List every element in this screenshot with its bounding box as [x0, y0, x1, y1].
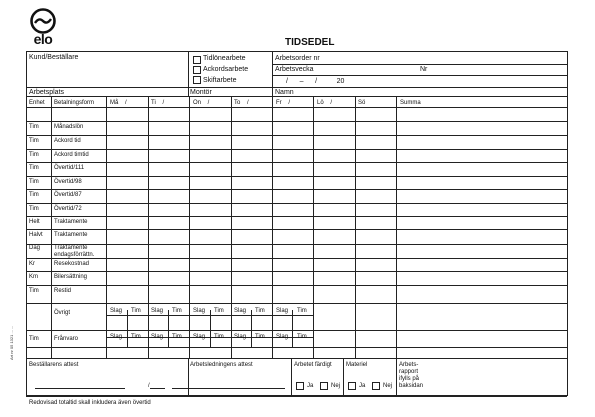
col-betalningsform: Betalningsform [54, 100, 95, 106]
grid-line [26, 121, 567, 122]
ovrigt-label: Övrigt [54, 310, 71, 316]
row-betalningsform: Traktamente [54, 219, 88, 225]
row-betalningsform: Ackord tid [54, 138, 81, 144]
col-enhet: Enhet [29, 100, 45, 106]
row-enhet: Tim [29, 179, 39, 185]
skiftarbete-label: Skiftarbete [203, 77, 237, 84]
tim-label: Tim [297, 334, 307, 340]
ackordsarbete-label: Ackordsarbete [203, 66, 249, 73]
grid-line [272, 64, 567, 65]
col-summa: Summa [400, 100, 421, 106]
tim-label: Tim [172, 308, 182, 314]
slag-label: Slag [151, 308, 164, 314]
col-day-lo: Lö / [317, 100, 333, 106]
slag-label: Slag [110, 334, 123, 340]
grid-line [26, 303, 567, 304]
brand-logo [28, 8, 58, 48]
grid-line [26, 149, 567, 150]
grid-line [26, 203, 567, 204]
grid-line [272, 51, 273, 96]
grid-line [26, 396, 567, 397]
grid-line [26, 87, 567, 88]
tim-label: Tim [131, 334, 141, 340]
nr-label: Nr [420, 66, 428, 73]
row-betalningsform: Övertid/72 [54, 206, 82, 212]
footer-note: Redovisad totaltid skall inkludera även övertid [29, 400, 151, 406]
row-betalningsform: Ackord timtid [54, 152, 89, 158]
grid-line [567, 51, 568, 396]
grid-line [396, 358, 397, 395]
row-betalningsform: Övertid/111 [54, 165, 85, 171]
arbetsvecka-label: Arbetsvecka [275, 66, 314, 73]
grid-line [26, 135, 567, 136]
grid-line [26, 107, 567, 108]
franvaro-label: Frånvaro [54, 336, 79, 342]
grid-line [26, 189, 567, 190]
grid-line [26, 216, 567, 217]
tim-label: Tim [131, 308, 141, 314]
arbetsorder-label: Arbetsorder nr [275, 55, 320, 62]
col-day-so: Sö [358, 100, 366, 106]
tim-label: Tim [172, 334, 182, 340]
tim-label: Tim [297, 308, 307, 314]
week-date-field[interactable]: / – / 20 [286, 78, 345, 85]
arbetet-fardigt-label: Arbetet färdigt [294, 362, 332, 368]
row-enhet: Tim [29, 206, 39, 212]
franvaro-enhet: Tim [29, 336, 39, 342]
grid-line [26, 258, 567, 259]
col-day-ma: Må / [110, 100, 127, 106]
col-day-fr: Fr / [276, 100, 290, 106]
grid-line [26, 244, 567, 245]
row-betalningsform: Restid [54, 288, 72, 294]
grid-line [26, 347, 567, 348]
arbetsrapport-line-3: ifylls på [399, 376, 420, 382]
montor-label: Montör [190, 89, 212, 96]
row-enhet: Dag [29, 245, 41, 251]
row-enhet: Tim [29, 288, 39, 294]
tim-label: Tim [214, 308, 224, 314]
col-day-to: To / [234, 100, 249, 106]
slag-label: Slag [151, 334, 164, 340]
grid-line [343, 358, 344, 395]
grid-line [26, 96, 567, 97]
skiftarbete-checkbox[interactable] [193, 76, 201, 84]
grid-line [272, 75, 567, 76]
row-enhet: Tim [29, 165, 39, 171]
kund-label: Kund/Beställare [29, 54, 79, 61]
slag-label: Slag [193, 334, 206, 340]
grid-line [26, 51, 567, 52]
grid-line [26, 162, 567, 163]
grid-line [188, 51, 189, 96]
row-enhet: Kr [29, 261, 35, 267]
grid-line [172, 388, 285, 389]
bestallarens-attest-date-slash: / [148, 383, 150, 389]
row-betalningsform: Övertid/98 [54, 179, 82, 185]
tim-label: Tim [214, 334, 224, 340]
col-day-on: On / [193, 100, 210, 106]
col-day-ti: Ti / [151, 100, 165, 106]
grid-line [35, 388, 125, 389]
arbetsledningens-attest-label: Arbetsledningens attest [190, 362, 253, 368]
arbetet-fardigt-nej-checkbox[interactable] [320, 382, 328, 390]
slag-label: Slag [276, 334, 289, 340]
arbetsrapport-line-1: Arbets- [399, 362, 419, 368]
arbetsrapport-line-2: rapport [399, 369, 419, 375]
grid-line [26, 285, 567, 286]
grid-line [188, 358, 189, 395]
grid-line [26, 358, 567, 359]
grid-line [150, 388, 165, 389]
arbetsplats-label: Arbetsplats [29, 89, 65, 96]
arbetet-fardigt-ja-label: Ja [307, 383, 314, 389]
row-betalningsform: Månadslön [54, 124, 84, 130]
materiel-nej-checkbox[interactable] [372, 382, 380, 390]
materiel-nej-label: Nej [383, 383, 393, 389]
materiel-label: Materiel [346, 362, 368, 368]
grid-line [26, 176, 567, 177]
row-enhet: Tim [29, 124, 39, 130]
arbetet-fardigt-nej-label: Nej [331, 383, 341, 389]
row-betalningsform: Bilersättning [54, 274, 88, 280]
tim-label: Tim [255, 334, 265, 340]
row-enhet: Tim [29, 152, 39, 158]
grid-line [26, 271, 567, 272]
ackordsarbete-checkbox[interactable] [193, 66, 201, 74]
tidlonearbete-label: Tidlönearbete [203, 55, 246, 62]
materiel-ja-label: Ja [359, 383, 366, 389]
grid-line [26, 229, 567, 230]
slag-label: Slag [234, 334, 247, 340]
row-betalningsform: Övertid/87 [54, 192, 82, 198]
slag-label: Slag [276, 308, 289, 314]
grid-line [26, 330, 567, 331]
tidlonearbete-checkbox[interactable] [193, 56, 201, 64]
slag-label: Slag [110, 308, 123, 314]
slag-label: Slag [193, 308, 206, 314]
row-enhet: Halvt [29, 232, 43, 238]
row-betalningsform: Traktamente endagsförrättn. [54, 245, 95, 258]
row-betalningsform: Traktamente [54, 232, 88, 238]
side-article-code: Art nr 05 1321 ... ... [9, 325, 14, 360]
logo-text: elo [33, 31, 53, 47]
row-betalningsform: Resekostnad [54, 261, 90, 267]
grid-line [291, 358, 292, 395]
row-enhet: Km [29, 274, 38, 280]
slag-label: Slag [234, 308, 247, 314]
arbetet-fardigt-ja-checkbox[interactable] [296, 382, 304, 390]
arbetsrapport-line-4: baksidan [399, 383, 424, 389]
grid-line [26, 51, 27, 395]
bestallarens-attest-label: Beställarens attest [29, 362, 79, 368]
row-enhet: Tim [29, 138, 39, 144]
row-enhet: Tim [29, 192, 39, 198]
page-title: TIDSEDEL [285, 37, 335, 48]
tim-label: Tim [255, 308, 265, 314]
row-enhet: Helt [29, 219, 40, 225]
namn-label: Namn [275, 89, 294, 96]
grid-line [106, 315, 313, 316]
materiel-ja-checkbox[interactable] [348, 382, 356, 390]
